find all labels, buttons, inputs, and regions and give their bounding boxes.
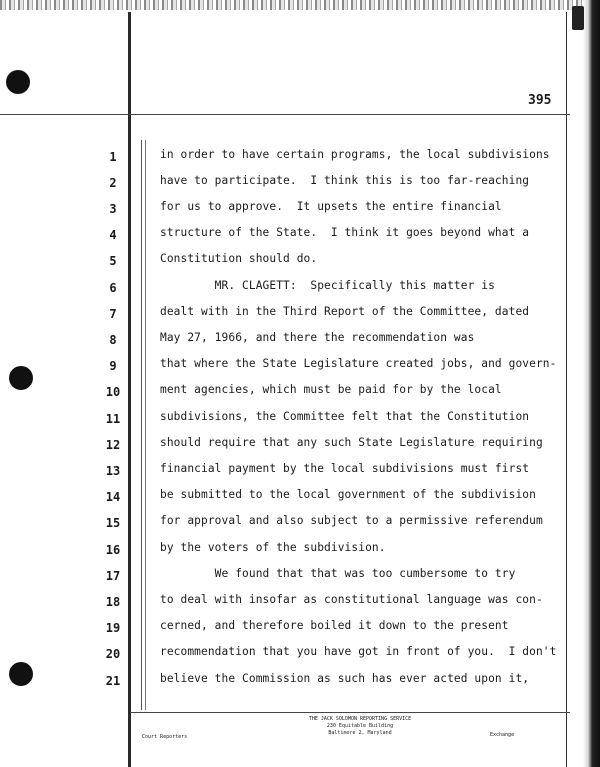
transcript-line: May 27, 1966, and there the recommendation was bbox=[160, 331, 475, 344]
line-number: 11 bbox=[105, 412, 121, 426]
transcript-line: We found that that was too cumbersome to try bbox=[160, 567, 516, 580]
transcript-line: dealt with in the Third Report of the Committee, dated bbox=[160, 305, 530, 318]
scan-corner-mark bbox=[572, 6, 584, 30]
transcript-line: to deal with insofar as constitutional language was con- bbox=[160, 593, 543, 606]
right-margin-rule bbox=[566, 12, 567, 767]
transcript-line: that where the State Legislature created jobs, and govern- bbox=[160, 357, 557, 370]
transcript-line: structure of the State. I think it goes beyond what a bbox=[160, 226, 530, 239]
binder-hole-bottom bbox=[9, 662, 33, 686]
footer-service-name: THE JACK SOLOMON REPORTING SERVICE bbox=[308, 716, 412, 722]
transcript-line: subdivisions, the Committee felt that the Constitution bbox=[160, 410, 530, 423]
line-number: 4 bbox=[109, 228, 117, 242]
footer-reporting-service bbox=[260, 716, 460, 737]
footer-right-label: Exchange bbox=[490, 732, 515, 738]
footer-left-label: Court Reporters bbox=[142, 734, 188, 740]
inner-margin-rule-1 bbox=[141, 140, 142, 710]
transcript-line: recommendation that you have got in front of you. I don't bbox=[160, 645, 557, 658]
transcript-line: have to participate. I think this is too far-reaching bbox=[160, 174, 530, 187]
line-number: 1 bbox=[109, 150, 117, 164]
scan-top-noise bbox=[0, 0, 600, 10]
line-number: 3 bbox=[109, 202, 117, 216]
line-number: 9 bbox=[109, 359, 117, 373]
page-number: 395 bbox=[528, 93, 552, 108]
transcript-line: be submitted to the local government of the subdivision bbox=[160, 488, 536, 501]
line-number: 18 bbox=[105, 595, 121, 609]
transcript-line: should require that any such State Legislature requiring bbox=[160, 436, 543, 449]
line-number: 17 bbox=[105, 569, 121, 583]
line-number: 7 bbox=[109, 307, 117, 321]
line-number: 10 bbox=[105, 385, 121, 399]
transcript-line: for us to approve. It upsets the entire financial bbox=[160, 200, 502, 213]
binder-hole-top bbox=[6, 70, 30, 94]
line-number: 14 bbox=[105, 490, 121, 504]
line-number: 16 bbox=[105, 543, 121, 557]
line-number: 6 bbox=[109, 281, 117, 295]
left-margin-rule bbox=[128, 12, 131, 767]
transcript-line: believe the Commission as such has ever acted upon it, bbox=[160, 672, 530, 685]
scan-right-edge bbox=[583, 0, 600, 767]
header-rule bbox=[0, 114, 570, 115]
line-number: 8 bbox=[109, 333, 117, 347]
footer-service-city: Baltimore 2, Maryland bbox=[328, 730, 392, 736]
line-number: 13 bbox=[105, 464, 121, 478]
transcript-line: financial payment by the local subdivisions must first bbox=[160, 462, 530, 475]
inner-margin-rule-2 bbox=[145, 140, 146, 710]
line-number: 15 bbox=[105, 516, 121, 530]
footer-rule bbox=[130, 712, 570, 713]
line-number: 20 bbox=[105, 647, 121, 661]
line-number: 12 bbox=[105, 438, 121, 452]
transcript-line: ment agencies, which must be paid for by the local bbox=[160, 383, 502, 396]
transcript-line: by the voters of the subdivision. bbox=[160, 541, 386, 554]
footer-service-address: 230 Equitable Building bbox=[326, 723, 394, 729]
line-number: 21 bbox=[105, 674, 121, 688]
page-footer bbox=[130, 714, 570, 754]
line-number: 19 bbox=[105, 621, 121, 635]
transcript-line: in order to have certain programs, the local subdivisions bbox=[160, 148, 550, 161]
line-number: 5 bbox=[109, 254, 117, 268]
binder-hole-middle bbox=[9, 366, 33, 390]
transcript-line: MR. CLAGETT: Specifically this matter is bbox=[160, 279, 495, 292]
transcript-line: for approval and also subject to a permissive referendum bbox=[160, 514, 543, 527]
transcript-line: Constitution should do. bbox=[160, 252, 318, 265]
line-number: 2 bbox=[109, 176, 117, 190]
transcript-line: cerned, and therefore boiled it down to the present bbox=[160, 619, 509, 632]
